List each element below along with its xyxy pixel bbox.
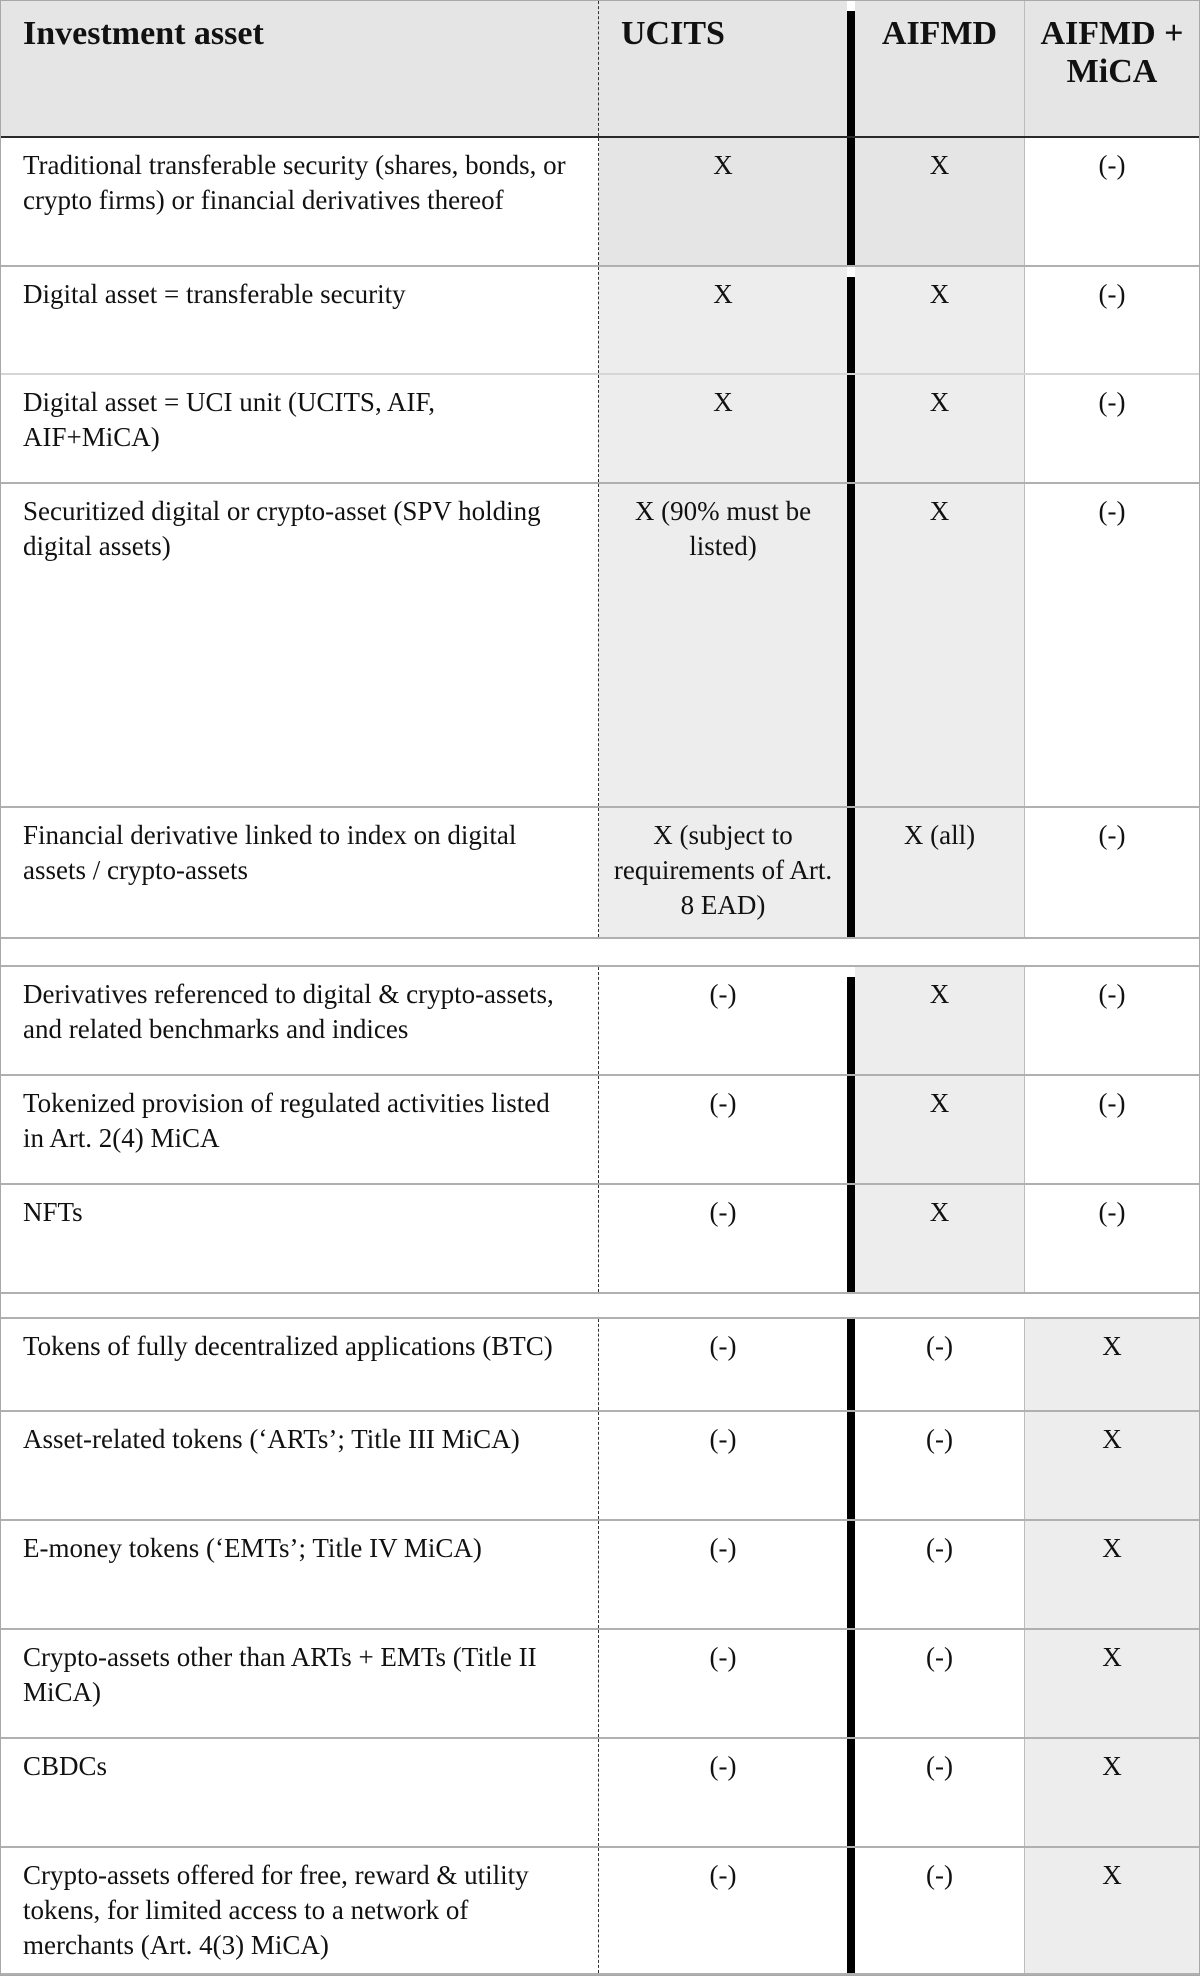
column-divider-bar — [847, 1848, 855, 1973]
column-divider-bar — [847, 11, 855, 136]
column-divider-bar — [847, 375, 855, 482]
ucits-cell: X — [599, 375, 847, 482]
aifmd-mica-cell: (-) — [1098, 496, 1126, 526]
header-investment-asset: Investment asset — [1, 1, 599, 136]
aifmd-mica-cell: (-) — [1098, 279, 1126, 309]
aifmd-mica-cell: (-) — [1098, 150, 1126, 180]
column-divider-bar — [847, 1319, 855, 1410]
ucits-cell: X (90% must be listed) — [599, 484, 847, 806]
asset-cell: Crypto-assets other than ARTs + EMTs (Title II MiCA) — [1, 1630, 599, 1737]
column-divider-bar — [847, 1739, 855, 1846]
ucits-cell: (-) — [709, 1088, 737, 1118]
aifmd-cell: (-) — [855, 1739, 1025, 1846]
aifmd-cell: (-) — [855, 1521, 1025, 1628]
table-row — [1, 1628, 1199, 1737]
asset-cell: Derivatives referenced to digital & crypto-assets, and related benchmarks and indices — [1, 967, 599, 1074]
table-row — [1, 1519, 1199, 1628]
column-divider-bar — [847, 1185, 855, 1292]
section-separator — [1, 937, 1199, 965]
asset-cell: CBDCs — [1, 1739, 599, 1846]
table-row — [1, 136, 1199, 265]
aifmd-mica-cell: X — [1025, 1412, 1199, 1519]
aifmd-cell: (-) — [855, 1319, 1025, 1410]
header-aifmd-mica: AIFMD + MiCA — [1025, 1, 1199, 136]
table-row — [1, 1317, 1199, 1410]
table-header — [1, 1, 1199, 136]
aifmd-cell: X — [855, 1185, 1025, 1292]
column-divider-bar — [847, 277, 855, 373]
aifmd-cell: (-) — [855, 1412, 1025, 1519]
table-row — [1, 482, 1199, 806]
asset-cell: NFTs — [1, 1185, 599, 1292]
ucits-cell: (-) — [709, 1424, 737, 1454]
aifmd-cell: (-) — [855, 1848, 1025, 1973]
header-ucits: UCITS — [599, 1, 847, 136]
asset-cell: Financial derivative linked to index on digital assets / crypto-assets — [1, 808, 599, 937]
aifmd-cell: X — [855, 1076, 1025, 1183]
column-divider-bar — [847, 1630, 855, 1737]
header-aifmd: AIFMD — [855, 1, 1025, 136]
aifmd-mica-cell: X — [1025, 1848, 1199, 1973]
aifmd-cell: X — [855, 375, 1025, 482]
ucits-cell: (-) — [709, 979, 737, 1009]
ucits-cell: (-) — [709, 1642, 737, 1672]
aifmd-mica-cell: (-) — [1098, 1088, 1126, 1118]
aifmd-mica-cell: (-) — [1098, 387, 1126, 417]
asset-cell: Digital asset = transferable security — [1, 267, 599, 373]
aifmd-mica-cell: (-) — [1098, 979, 1126, 1009]
table-row — [1, 1737, 1199, 1846]
section-separator — [1, 1292, 1199, 1317]
asset-cell: Securitized digital or crypto-asset (SPV holding digital assets) — [1, 484, 599, 806]
aifmd-mica-cell: X — [1025, 1630, 1199, 1737]
column-divider-bar — [847, 1521, 855, 1628]
table-row — [1, 265, 1199, 373]
asset-cell: Tokenized provision of regulated activities listed in Art. 2(4) MiCA — [1, 1076, 599, 1183]
table-row — [1, 373, 1199, 482]
aifmd-mica-cell: X — [1025, 1739, 1199, 1846]
aifmd-mica-cell: (-) — [1098, 1197, 1126, 1227]
aifmd-cell: X (all) — [855, 808, 1025, 937]
column-divider-bar — [847, 138, 855, 265]
asset-cell: Asset-related tokens (‘ARTs’; Title III MiCA) — [1, 1412, 599, 1519]
aifmd-cell: X — [855, 967, 1025, 1074]
asset-cell: Traditional transferable security (shares, bonds, or crypto firms) or financial derivatives thereof — [1, 138, 599, 265]
ucits-cell: (-) — [709, 1331, 737, 1361]
ucits-cell: (-) — [709, 1860, 737, 1890]
asset-cell: Tokens of fully decentralized applications (BTC) — [1, 1319, 599, 1410]
table-row — [1, 965, 1199, 1074]
asset-cell: Digital asset = UCI unit (UCITS, AIF, AIF+MiCA) — [1, 375, 599, 482]
table-row — [1, 1183, 1199, 1292]
table-row — [1, 1410, 1199, 1519]
ucits-cell: (-) — [709, 1197, 737, 1227]
asset-cell: E-money tokens (‘EMTs’; Title IV MiCA) — [1, 1521, 599, 1628]
ucits-cell: (-) — [709, 1751, 737, 1781]
ucits-cell: (-) — [709, 1533, 737, 1563]
table-row — [1, 1074, 1199, 1183]
column-divider-bar — [847, 1076, 855, 1183]
aifmd-cell: X — [855, 484, 1025, 806]
column-divider-bar — [847, 484, 855, 806]
ucits-cell: X — [599, 138, 847, 265]
column-divider-bar — [847, 808, 855, 937]
aifmd-cell: (-) — [855, 1630, 1025, 1737]
column-divider-bar — [847, 977, 855, 1074]
aifmd-mica-cell: X — [1025, 1319, 1199, 1410]
aifmd-cell: X — [855, 138, 1025, 265]
table-row — [1, 1846, 1199, 1975]
aifmd-cell: X — [855, 267, 1025, 373]
column-divider-bar — [847, 1412, 855, 1519]
table-row — [1, 806, 1199, 937]
asset-cell: Crypto-assets offered for free, reward & utility tokens, for limited access to a network of merchants (Art. 4(3) MiCA) — [1, 1848, 599, 1973]
ucits-cell: X — [599, 267, 847, 373]
ucits-cell: X (subject to requirements of Art. 8 EAD) — [599, 808, 847, 937]
aifmd-mica-cell: (-) — [1098, 820, 1126, 850]
aifmd-mica-cell: X — [1025, 1521, 1199, 1628]
